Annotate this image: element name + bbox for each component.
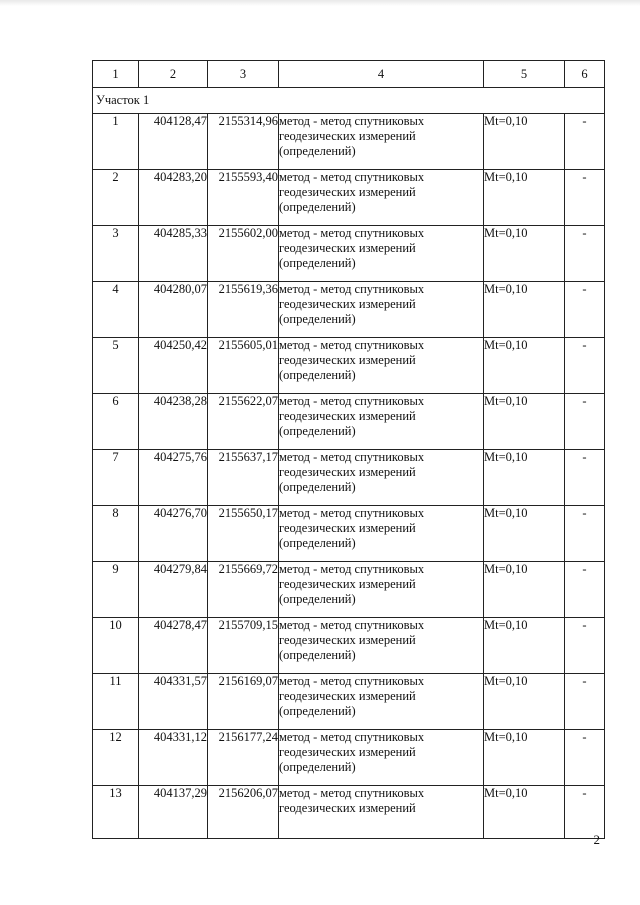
coordinate-x: 404276,70 <box>139 506 208 562</box>
method-description: метод - метод спутниковых геодезических измерений (определений) <box>279 394 484 450</box>
point-number: 9 <box>93 562 139 618</box>
accuracy-value: Mt=0,10 <box>484 226 565 282</box>
note-value: - <box>565 338 605 394</box>
column-number: 5 <box>484 61 565 88</box>
point-number: 13 <box>93 786 139 839</box>
note-value: - <box>565 786 605 839</box>
note-value: - <box>565 394 605 450</box>
coordinate-y: 2156169,07 <box>208 674 279 730</box>
note-value: - <box>565 450 605 506</box>
coordinate-y: 2155605,01 <box>208 338 279 394</box>
note-value: - <box>565 674 605 730</box>
point-number: 3 <box>93 226 139 282</box>
note-value: - <box>565 618 605 674</box>
coordinate-x: 404278,47 <box>139 618 208 674</box>
section-title: Участок 1 <box>93 88 605 114</box>
coordinate-y: 2156206,07 <box>208 786 279 839</box>
point-number: 12 <box>93 730 139 786</box>
coordinate-y: 2155650,17 <box>208 506 279 562</box>
table-row <box>93 338 605 394</box>
coordinate-x: 404137,29 <box>139 786 208 839</box>
column-number-row <box>93 61 605 88</box>
coordinate-y: 2155637,17 <box>208 450 279 506</box>
method-description: метод - метод спутниковых геодезических измерений (определений) <box>279 170 484 226</box>
accuracy-value: Mt=0,10 <box>484 786 565 839</box>
table-row <box>93 618 605 674</box>
accuracy-value: Mt=0,10 <box>484 674 565 730</box>
method-description: метод - метод спутниковых геодезических измерений (определений) <box>279 506 484 562</box>
method-description: метод - метод спутниковых геодезических измерений (определений) <box>279 730 484 786</box>
coordinate-x: 404331,12 <box>139 730 208 786</box>
method-description: метод - метод спутниковых геодезических измерений <box>279 786 484 839</box>
note-value: - <box>565 114 605 170</box>
column-number: 3 <box>208 61 279 88</box>
coordinates-table <box>92 60 605 839</box>
accuracy-value: Mt=0,10 <box>484 394 565 450</box>
column-number: 1 <box>93 61 139 88</box>
table-row <box>93 786 605 839</box>
point-number: 6 <box>93 394 139 450</box>
coordinate-x: 404285,33 <box>139 226 208 282</box>
accuracy-value: Mt=0,10 <box>484 506 565 562</box>
column-number: 4 <box>279 61 484 88</box>
coordinate-y: 2155622,07 <box>208 394 279 450</box>
table-row <box>93 282 605 338</box>
column-number: 2 <box>139 61 208 88</box>
note-value: - <box>565 562 605 618</box>
method-description: метод - метод спутниковых геодезических измерений (определений) <box>279 562 484 618</box>
table-row <box>93 562 605 618</box>
note-value: - <box>565 282 605 338</box>
point-number: 4 <box>93 282 139 338</box>
coordinates-table-body <box>93 61 605 839</box>
accuracy-value: Mt=0,10 <box>484 282 565 338</box>
coordinate-y: 2155619,36 <box>208 282 279 338</box>
point-number: 11 <box>93 674 139 730</box>
table-row <box>93 394 605 450</box>
coordinate-y: 2155669,72 <box>208 562 279 618</box>
accuracy-value: Mt=0,10 <box>484 562 565 618</box>
point-number: 5 <box>93 338 139 394</box>
scan-edge <box>0 0 640 6</box>
method-description: метод - метод спутниковых геодезических измерений (определений) <box>279 282 484 338</box>
method-description: метод - метод спутниковых геодезических измерений (определений) <box>279 226 484 282</box>
coordinate-x: 404280,07 <box>139 282 208 338</box>
note-value: - <box>565 506 605 562</box>
method-description: метод - метод спутниковых геодезических измерений (определений) <box>279 450 484 506</box>
table-row <box>93 170 605 226</box>
note-value: - <box>565 730 605 786</box>
table-row <box>93 450 605 506</box>
coordinate-x: 404279,84 <box>139 562 208 618</box>
table-row <box>93 114 605 170</box>
method-description: метод - метод спутниковых геодезических измерений (определений) <box>279 338 484 394</box>
coordinate-x: 404283,20 <box>139 170 208 226</box>
point-number: 7 <box>93 450 139 506</box>
coordinate-y: 2155602,00 <box>208 226 279 282</box>
coordinate-y: 2155593,40 <box>208 170 279 226</box>
accuracy-value: Mt=0,10 <box>484 170 565 226</box>
table-row <box>93 674 605 730</box>
coordinate-y: 2155314,96 <box>208 114 279 170</box>
table-row <box>93 226 605 282</box>
coordinate-y: 2156177,24 <box>208 730 279 786</box>
point-number: 2 <box>93 170 139 226</box>
method-description: метод - метод спутниковых геодезических измерений (определений) <box>279 674 484 730</box>
coordinate-y: 2155709,15 <box>208 618 279 674</box>
note-value: - <box>565 170 605 226</box>
accuracy-value: Mt=0,10 <box>484 618 565 674</box>
coordinate-x: 404250,42 <box>139 338 208 394</box>
coordinate-x: 404331,57 <box>139 674 208 730</box>
coordinate-x: 404275,76 <box>139 450 208 506</box>
coordinate-x: 404238,28 <box>139 394 208 450</box>
accuracy-value: Mt=0,10 <box>484 730 565 786</box>
section-row <box>93 88 605 114</box>
note-value: - <box>565 226 605 282</box>
table-row <box>93 730 605 786</box>
page-number: 2 <box>593 832 600 847</box>
coordinate-x: 404128,47 <box>139 114 208 170</box>
point-number: 8 <box>93 506 139 562</box>
accuracy-value: Mt=0,10 <box>484 450 565 506</box>
method-description: метод - метод спутниковых геодезических измерений (определений) <box>279 114 484 170</box>
table-row <box>93 506 605 562</box>
point-number: 1 <box>93 114 139 170</box>
point-number: 10 <box>93 618 139 674</box>
accuracy-value: Mt=0,10 <box>484 338 565 394</box>
method-description: метод - метод спутниковых геодезических измерений (определений) <box>279 618 484 674</box>
column-number: 6 <box>565 61 605 88</box>
accuracy-value: Mt=0,10 <box>484 114 565 170</box>
